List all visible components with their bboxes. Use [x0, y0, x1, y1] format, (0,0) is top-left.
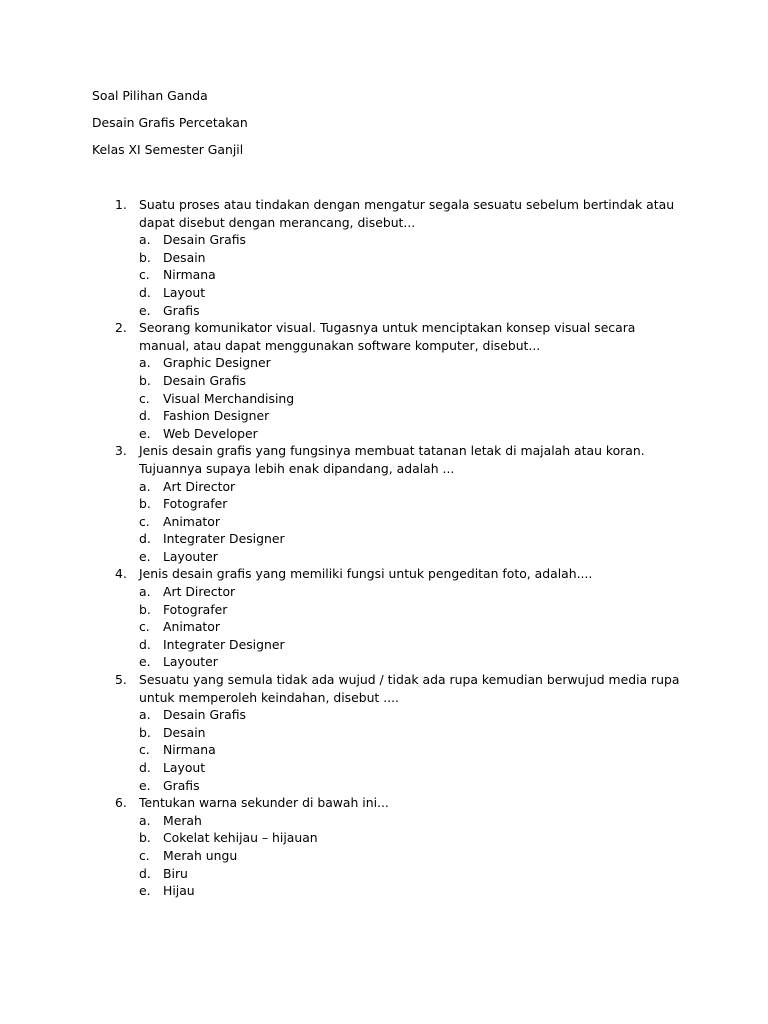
option-item	[0, 653, 768, 671]
question-item	[0, 794, 768, 900]
option-text: Fotografer	[163, 496, 228, 512]
option-letter: c.	[139, 390, 150, 406]
option-item	[0, 266, 768, 284]
document-class-info: Kelas XI Semester Ganjil	[92, 142, 244, 157]
option-item	[0, 425, 768, 443]
option-text: Desain Grafis	[163, 232, 246, 248]
option-letter: e.	[139, 654, 151, 670]
option-letter: c.	[139, 513, 150, 529]
option-text: Art Director	[163, 584, 236, 600]
question-item	[0, 442, 768, 565]
option-item	[0, 284, 768, 302]
option-text: Animator	[163, 513, 220, 529]
option-letter: d.	[139, 865, 151, 881]
option-text: Desain Grafis	[163, 372, 246, 388]
option-letter: e.	[139, 548, 151, 564]
option-item	[0, 618, 768, 636]
option-item	[0, 495, 768, 513]
option-text: Fashion Designer	[163, 408, 270, 424]
option-letter: e.	[139, 302, 151, 318]
option-letter: c.	[139, 742, 150, 758]
option-item	[0, 372, 768, 390]
document-title: Soal Pilihan Ganda	[92, 88, 208, 103]
option-letter: a.	[139, 812, 151, 828]
option-letter: b.	[139, 496, 151, 512]
option-list	[0, 231, 768, 319]
document-subject: Desain Grafis Percetakan	[92, 115, 248, 130]
option-letter: a.	[139, 232, 151, 248]
option-letter: d.	[139, 531, 151, 547]
option-letter: c.	[139, 619, 150, 635]
option-item	[0, 249, 768, 267]
question-item	[0, 671, 768, 794]
option-letter: b.	[139, 830, 151, 846]
question-text: Suatu proses atau tindakan dengan mengatur segala sesuatu sebelum bertindak atau dapat disebut dengan merancang, disebut...	[139, 197, 675, 230]
option-item	[0, 478, 768, 496]
option-item	[0, 636, 768, 654]
option-letter: d.	[139, 408, 151, 424]
option-letter: c.	[139, 847, 150, 863]
option-letter: c.	[139, 267, 150, 283]
option-text: Merah ungu	[163, 847, 238, 863]
option-list	[0, 812, 768, 900]
option-item	[0, 865, 768, 883]
option-item	[0, 231, 768, 249]
option-text: Layouter	[163, 548, 218, 564]
option-text: Layout	[163, 284, 206, 300]
question-text: Sesuatu yang semula tidak ada wujud / tidak ada rupa kemudian berwujud media rupa untuk memperoleh keindahan, disebut ....	[139, 672, 680, 705]
question-number: 4.	[115, 566, 127, 582]
question-number: 1.	[115, 197, 127, 212]
option-text: Animator	[163, 619, 220, 635]
question-list	[0, 196, 768, 900]
option-list	[0, 478, 768, 566]
option-item	[0, 407, 768, 425]
option-text: Web Developer	[163, 425, 258, 441]
option-text: Visual Merchandising	[163, 390, 295, 406]
option-text: Nirmana	[163, 742, 216, 758]
option-item	[0, 601, 768, 619]
question-item	[0, 565, 768, 671]
option-list	[0, 706, 768, 794]
option-letter: e.	[139, 883, 151, 899]
option-list	[0, 583, 768, 671]
option-text: Grafis	[163, 302, 200, 318]
option-item	[0, 847, 768, 865]
option-list	[0, 354, 768, 442]
option-text: Graphic Designer	[163, 355, 271, 371]
option-item	[0, 548, 768, 566]
question-text: Jenis desain grafis yang fungsinya membuat tatanan letak di majalah atau koran. Tujuannya supaya lebih enak dipandang, adalah ...	[139, 443, 645, 476]
option-item	[0, 882, 768, 900]
option-text: Cokelat kehijau – hijauan	[163, 830, 318, 846]
option-letter: b.	[139, 724, 151, 740]
option-item	[0, 759, 768, 777]
option-text: Fotografer	[163, 601, 228, 617]
option-item	[0, 812, 768, 830]
option-text: Grafis	[163, 777, 200, 793]
question-number: 3.	[115, 443, 127, 459]
option-letter: a.	[139, 478, 151, 494]
option-item	[0, 741, 768, 759]
option-item	[0, 530, 768, 548]
option-text: Merah	[163, 812, 202, 828]
option-letter: e.	[139, 777, 151, 793]
option-text: Desain	[163, 724, 206, 740]
option-letter: b.	[139, 249, 151, 265]
option-text: Layouter	[163, 654, 218, 670]
option-text: Desain Grafis	[163, 707, 246, 723]
option-text: Nirmana	[163, 267, 216, 283]
option-letter: d.	[139, 636, 151, 652]
option-letter: a.	[139, 584, 151, 600]
question-text: Jenis desain grafis yang memiliki fungsi untuk pengeditan foto, adalah....	[139, 566, 593, 582]
option-item	[0, 777, 768, 795]
option-item	[0, 390, 768, 408]
option-text: Integrater Designer	[163, 636, 285, 652]
question-number: 6.	[115, 795, 127, 811]
option-letter: b.	[139, 601, 151, 617]
question-item	[0, 196, 768, 319]
option-text: Art Director	[163, 478, 236, 494]
option-text: Desain	[163, 249, 206, 265]
option-item	[0, 354, 768, 372]
option-letter: b.	[139, 372, 151, 388]
option-letter: d.	[139, 284, 151, 300]
option-text: Biru	[163, 865, 188, 881]
option-item	[0, 302, 768, 320]
option-text: Hijau	[163, 883, 195, 899]
option-item	[0, 513, 768, 531]
option-item	[0, 829, 768, 847]
question-item	[0, 319, 768, 442]
option-letter: e.	[139, 425, 151, 441]
question-number: 2.	[115, 320, 127, 336]
option-item	[0, 583, 768, 601]
option-item	[0, 706, 768, 724]
question-text: Tentukan warna sekunder di bawah ini...	[139, 795, 389, 811]
option-letter: a.	[139, 707, 151, 723]
option-letter: d.	[139, 760, 151, 775]
question-number: 5.	[115, 672, 127, 688]
option-text: Integrater Designer	[163, 531, 285, 547]
option-item	[0, 724, 768, 742]
option-text: Layout	[163, 760, 206, 775]
question-text: Seorang komunikator visual. Tugasnya untuk menciptakan konsep visual secara manual, atau dapat menggunakan software komputer, disebut...	[139, 320, 636, 353]
option-letter: a.	[139, 355, 151, 371]
